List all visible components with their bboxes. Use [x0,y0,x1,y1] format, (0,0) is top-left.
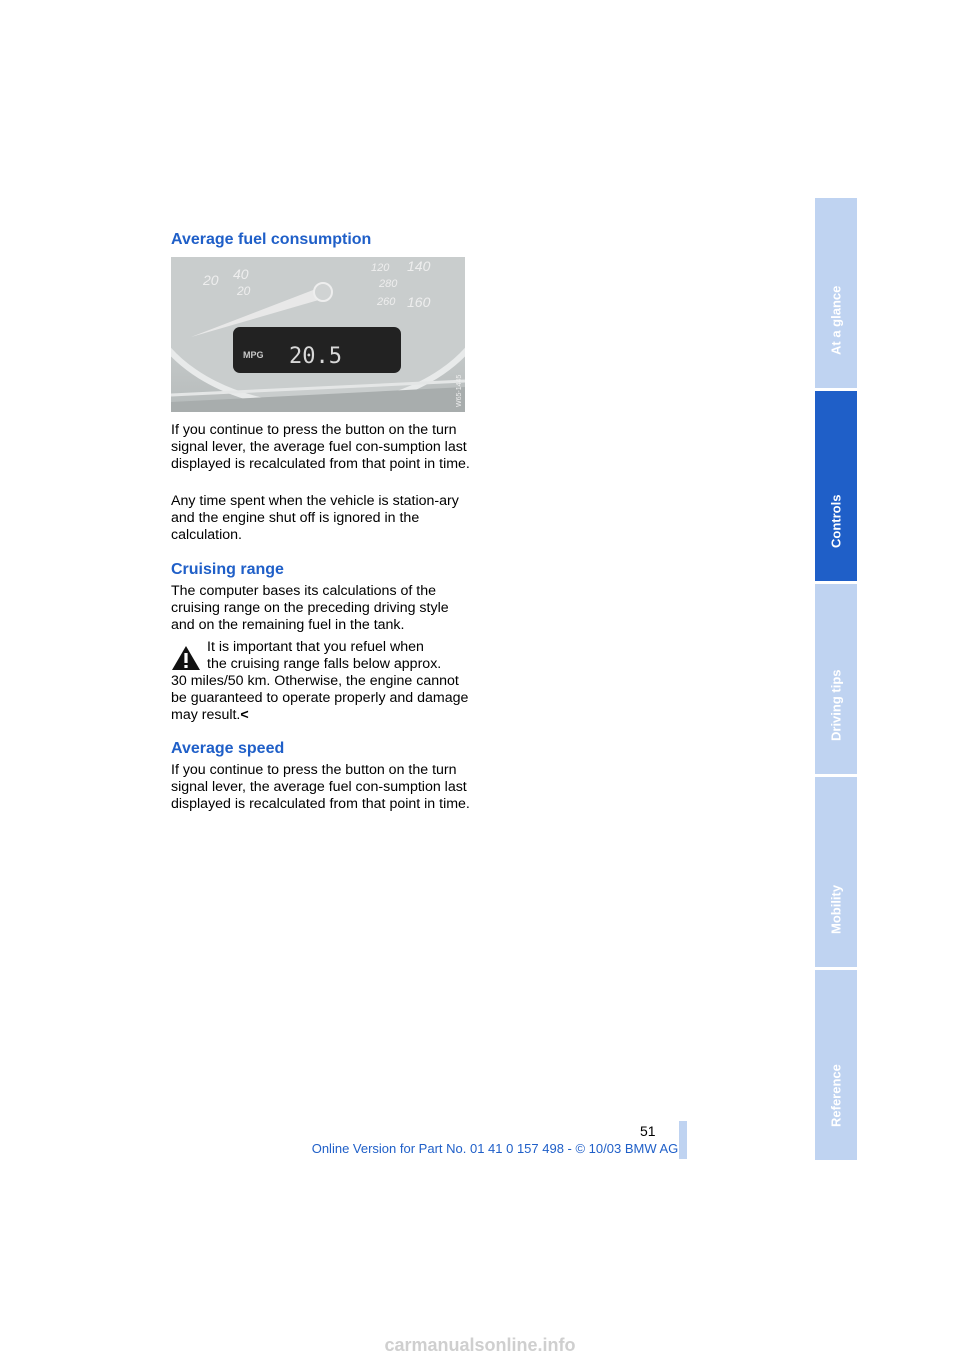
paragraph: The computer bases its calculations of the cruising range on the preceding driving style and on the remaining fuel in the tank. [171,583,449,633]
gauge-number: 160 [407,294,431,310]
warning-line: the cruising range falls below approx. [207,656,442,672]
chapter-tabs [815,198,857,1160]
paragraph: If you continue to press the button on the turn signal lever, the average fuel con-sumption last displayed is recalculated from that point in time. [171,762,470,812]
gauge-number: 20 [237,284,251,298]
paragraph: Any time spent when the vehicle is station-ary and the engine shut off is ignored in the calculation. [171,493,459,543]
tab-driving-tips[interactable] [815,584,857,774]
tab-mobility[interactable] [815,777,857,967]
tab-reference[interactable] [815,970,857,1160]
instrument-cluster-figure [171,257,465,412]
gauge-number: 20 [203,272,219,288]
tab-at-a-glance[interactable] [815,198,857,388]
tab-label: Mobility [828,884,844,934]
gauge-number: 120 [371,262,390,274]
cluster-illustration [171,257,465,412]
heading-cruising-range: Cruising range [171,561,284,578]
end-mark: < [240,707,249,723]
tab-controls[interactable] [815,391,857,581]
tab-label: At a glance [828,285,844,355]
watermark: carmanualsonline.info [384,1335,576,1355]
page-number: 51 [640,1123,656,1139]
image-code: W65-1445 [456,374,463,407]
heading-average-fuel-consumption: Average fuel consumption [171,231,372,248]
gauge-number: 260 [377,296,396,308]
tab-label: Driving tips [828,669,844,741]
heading-average-speed: Average speed [171,740,285,757]
footer: Online Version for Part No. 01 41 0 157 498 - © 10/03 BMW AG [311,1141,679,1156]
gauge-number: 280 [379,278,398,290]
warning-rest: 30 miles/50 km. Otherwise, the engine cannot be guaranteed to operate properly and damage may result. [171,673,469,723]
gauge-number: 40 [233,266,249,282]
tab-label: Controls [828,494,844,548]
gauge-number: 140 [407,258,431,274]
tab-label: Reference [828,1064,844,1127]
lcd-label: MPG [243,350,264,360]
paragraph: If you continue to press the button on the turn signal lever, the average fuel con-sumption last displayed is recalculated from that point in time. [171,422,470,472]
warning-text [171,639,471,724]
lcd-value: 20.5 [289,344,342,369]
warning-line: It is important that you refuel when [207,639,424,655]
